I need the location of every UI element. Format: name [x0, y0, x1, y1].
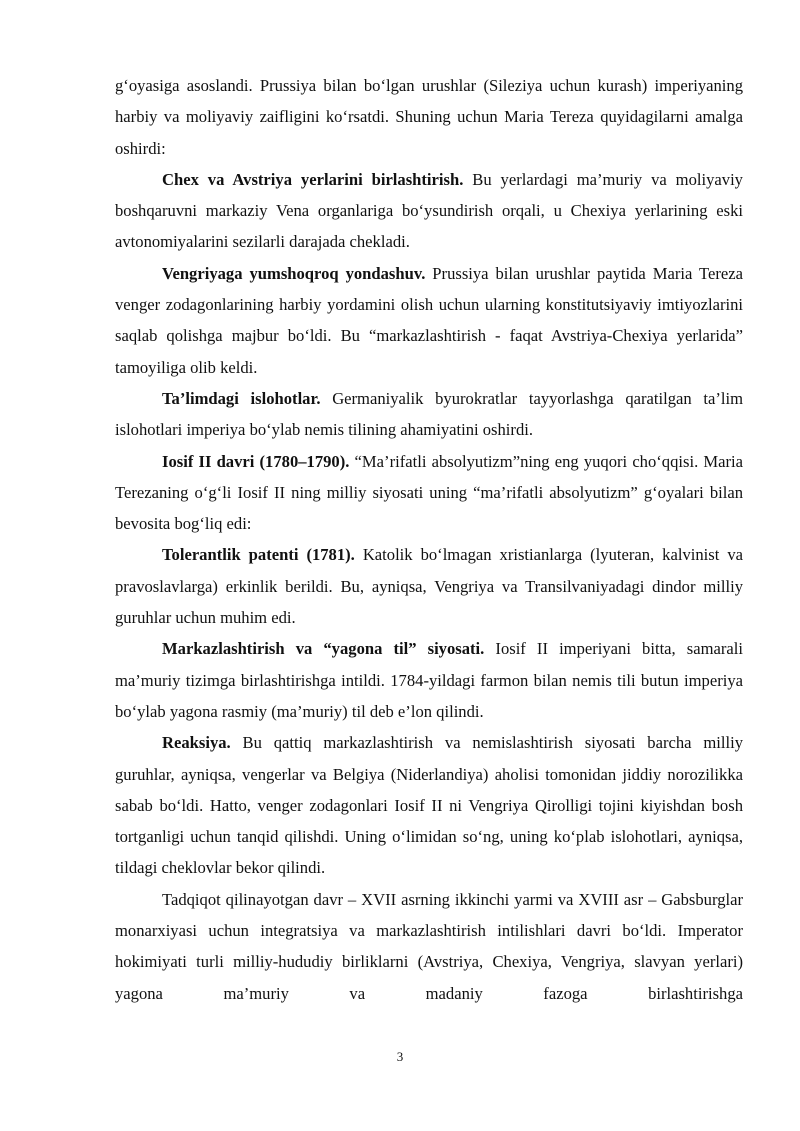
- paragraph-talim: [115, 383, 743, 446]
- document-body: [115, 70, 743, 1009]
- paragraph-heading: Vengriyaga yumshoqroq yondashuv.: [162, 263, 426, 283]
- paragraph-text: Iosif II imperiyani bitta, samarali ma’muriy tizimga birlashtirishga intildi. 1784-yildagi farmon bilan nemis tili butun imperiya bo‘ylab yagona rasmiy (ma’muriy) til deb e’lon qilindi.: [115, 639, 743, 721]
- paragraph-heading: Reaksiya.: [162, 733, 231, 753]
- paragraph-heading: Chex va Avstriya yerlarini birlashtirish.: [162, 169, 464, 189]
- paragraph-heading: Markazlashtirish va “yagona til” siyosati.: [162, 639, 485, 659]
- paragraph-markazlashtirish: [115, 633, 743, 727]
- paragraph-text: Tadqiqot qilinayotgan davr – XVII asrning ikkinchi yarmi va XVIII asr – Gabsburglar monarxiyasi uchun integratsiya va markazlashtirish intilishlari davri bo‘ldi. Imperator hokimiyati turli milliy-hududiy birliklarni (Avstriya, Chexiya, Vengriya, slavyan yerlari) yagona ma’muriy va madaniy fazoga birlashtirishga: [115, 889, 743, 1003]
- paragraph-text: Katolik bo‘lmagan xristianlarga (lyuteran, kalvinist va pravoslavlarga) erkinlik berildi. Bu, ayniqsa, Vengriya va Transilvaniyadagi dindor milliy guruhlar uchun muhim edi.: [115, 545, 743, 628]
- paragraph-text: “Ma’rifatli absolyutizm”ning eng yuqori cho‘qqisi. Maria Terezaning o‘g‘li Iosif II ning milliy siyosati uning “ma’rifatli absolyutizm” g‘oyalari bilan bevosita bog‘liq edi:: [115, 451, 743, 534]
- paragraph-heading: Ta’limdagi islohotlar.: [162, 388, 321, 408]
- paragraph-text: Prussiya bilan urushlar paytida Maria Tereza venger zodagonlarining harbiy yordamini olish uchun ularning konstitutsiyaviy imtiyozlarini saqlab qolishga majbur bo‘ldi. Bu “markazlashtirish - faqat Avstriya-Chexiya yerlarida” tamoyiliga olib keldi.: [115, 263, 743, 377]
- paragraph-chex-avstriya: [115, 164, 743, 258]
- paragraph-iosif: [115, 446, 743, 540]
- paragraph-heading: Tolerantlik patenti (1781).: [162, 545, 355, 565]
- paragraph-text: g‘oyasiga asoslandi. Prussiya bilan bo‘lgan urushlar (Sileziya uchun kurash) imperiyaning harbiy va moliyaviy zaifligini ko‘rsatdi. Shuning uchun Maria Tereza quyidagilarni amalga oshirdi:: [115, 76, 743, 158]
- paragraph-text: Germaniyalik byurokratlar tayyorlashga qaratilgan ta’lim islohotlari imperiya bo‘ylab nemis tilining ahamiyatini oshirdi.: [115, 388, 744, 440]
- paragraph-heading: Iosif II davri (1780–1790).: [162, 451, 350, 471]
- paragraph-reaksiya: [115, 727, 743, 883]
- paragraph-vengriya: [115, 258, 743, 383]
- page-number: 3: [396, 1049, 404, 1064]
- paragraph-text: Bu yerlardagi ma’muriy va moliyaviy boshqaruvni markaziy Vena organlariga bo‘ysundirish orqali, u Chexiya yerlarining eski avtonomiyalarini sezilarli darajada chekladi.: [115, 169, 743, 252]
- paragraph-text: Bu qattiq markazlashtirish va nemislashtirish siyosati barcha milliy guruhlar, ayniqsa, vengerlar va Belgiya (Niderlandiya) aholisi tomonidan jiddiy norozilikka sabab bo‘ldi. Hatto, venger zodagonlari Iosif II ni Vengriya Qirolligi tojini kiyishdan bosh tortganligi uchun tanqid qilishdi. Uning o‘limidan so‘ng, uning ko‘plab islohotlari, ayniqsa, tildagi cheklovlar bekor qilindi.: [115, 733, 743, 878]
- paragraph-tolerantlik: [115, 539, 743, 633]
- paragraph-tadqiqot: [115, 884, 743, 1009]
- paragraph-intro: [115, 70, 743, 164]
